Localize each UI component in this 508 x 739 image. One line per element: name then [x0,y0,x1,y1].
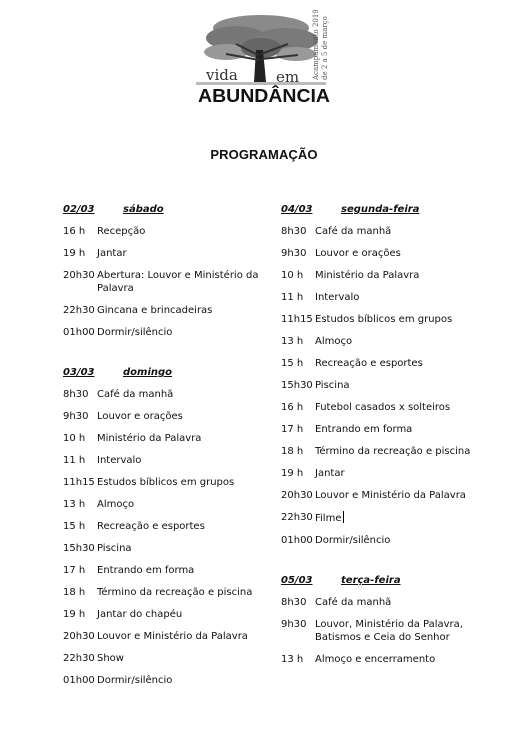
day-date: 02/03 [63,204,95,215]
schedule-item [63,498,278,511]
item-time: 13 h [281,336,304,347]
schedule-item [63,476,278,489]
item-activity: Almoço [315,336,353,347]
text-cursor [343,511,344,523]
item-time: 17 h [281,424,304,435]
day-date: 04/03 [281,204,313,215]
schedule-item [281,269,496,282]
schedule-item [63,326,278,339]
item-activity: Intervalo [97,455,142,466]
logo-word-em: em [276,68,300,86]
day-heading [63,203,278,216]
item-time: 11 h [281,292,304,303]
schedule-item [281,247,496,260]
item-activity: Dormir/silêncio [97,675,173,686]
schedule-item [281,511,496,525]
item-activity: Gincana e brincadeiras [97,305,213,316]
schedule-item [63,225,278,238]
item-activity: Jantar do chapéu [97,609,183,620]
item-activity: Intervalo [315,292,360,303]
item-activity: Café da manhã [97,389,174,400]
item-activity: Jantar [97,248,127,259]
schedule-item [63,630,278,643]
day-date: 03/03 [63,367,95,378]
tree-icon [196,10,336,105]
item-time: 19 h [281,468,304,479]
schedule-item [281,489,496,502]
item-activity: Entrando em forma [97,565,195,576]
item-activity: Futebol casados x solteiros [315,402,451,413]
schedule-item [63,674,278,687]
item-activity: Ministério da Palavra [97,433,202,444]
schedule-item [63,608,278,621]
item-time: 11h15 [63,477,95,488]
item-activity: Abertura: Louvor e Ministério da Palavra [97,270,259,294]
item-time: 20h30 [281,490,313,501]
item-time: 01h00 [63,327,95,338]
item-time: 16 h [281,402,304,413]
item-time: 19 h [63,248,86,259]
schedule-item [281,335,496,348]
item-activity: Louvor, Ministério da Palavra, Batismos e Ceia do Senhor [315,619,463,643]
item-activity: Louvor e Ministério da Palavra [315,490,466,501]
item-time: 11 h [63,455,86,466]
item-time: 20h30 [63,631,95,642]
day-date: 05/03 [281,575,313,586]
item-activity: Almoço e encerramento [315,654,436,665]
item-time: 15 h [63,521,86,532]
item-time: 8h30 [281,226,307,237]
item-time: 15h30 [63,543,95,554]
item-time: 9h30 [281,248,307,259]
day-weekday: terça-feira [341,575,401,586]
item-time: 8h30 [281,597,307,608]
schedule-item [63,432,278,445]
logo-word-abundancia: ABUNDÂNCIA [198,86,320,105]
schedule-item [281,596,496,609]
schedule-item [63,652,278,665]
item-activity: Término da recreação e piscina [315,446,471,457]
item-time: 15h30 [281,380,313,391]
schedule-item [281,423,496,436]
item-time: 9h30 [63,411,89,422]
day-weekday: domingo [123,367,173,378]
item-activity: Entrando em forma [315,424,413,435]
schedule-item [63,247,278,260]
item-activity: Jantar [315,468,345,479]
item-activity: Dormir/silêncio [97,327,173,338]
item-time: 19 h [63,609,86,620]
day-heading [281,203,496,216]
schedule-item [63,304,278,317]
item-time: 9h30 [281,619,307,630]
day-weekday: sábado [123,204,164,215]
schedule-item [281,445,496,458]
item-time: 22h30 [63,653,95,664]
item-activity: Filme [315,511,496,525]
page-title: PROGRAMAÇÃO [210,147,318,162]
schedule-item [63,564,278,577]
schedule-item [281,618,496,644]
item-activity: Recreação e esportes [97,521,205,532]
item-activity: Ministério da Palavra [315,270,420,281]
item-activity: Piscina [315,380,350,391]
logo-side-text-2: de 2 a 5 de março [321,16,329,80]
logo-word-vida: vida [206,66,238,84]
item-time: 20h30 [63,270,95,281]
schedule-item [63,520,278,533]
item-activity: Almoço [97,499,135,510]
schedule-left-column [63,203,278,696]
item-activity: Louvor e Ministério da Palavra [97,631,248,642]
day-heading [281,574,496,587]
item-activity: Término da recreação e piscina [97,587,253,598]
day-weekday: segunda-feira [341,204,420,215]
logo-side-text-1: Acampamento 2019 [312,10,320,80]
item-activity: Café da manhã [315,226,392,237]
item-time: 18 h [63,587,86,598]
item-activity: Estudos bíblicos em grupos [315,314,453,325]
schedule-right-column [281,203,496,675]
section-spacer [63,348,278,366]
item-activity: Dormir/silêncio [315,535,391,546]
item-time: 17 h [63,565,86,576]
item-activity: Louvor e orações [315,248,401,259]
section-spacer [281,556,496,574]
schedule-item [281,313,496,326]
item-time: 13 h [281,654,304,665]
schedule-item [281,357,496,370]
item-activity: Café da manhã [315,597,392,608]
item-activity: Estudos bíblicos em grupos [97,477,235,488]
item-time: 10 h [63,433,86,444]
item-activity: Piscina [97,543,132,554]
schedule-item [281,653,496,666]
schedule-item [281,401,496,414]
schedule-item [281,467,496,480]
schedule-item [63,410,278,423]
item-time: 22h30 [63,305,95,316]
schedule-item [281,379,496,392]
item-activity: Recreação e esportes [315,358,423,369]
schedule-item [63,388,278,401]
event-logo [196,10,336,105]
item-activity: Show [97,653,124,664]
schedule-item [281,534,496,547]
item-time: 11h15 [281,314,313,325]
day-heading [63,366,278,379]
schedule-item [281,291,496,304]
item-time: 18 h [281,446,304,457]
item-time: 10 h [281,270,304,281]
schedule-item [63,542,278,555]
schedule-item [63,454,278,467]
item-time: 01h00 [281,535,313,546]
item-activity: Louvor e orações [97,411,183,422]
item-time: 15 h [281,358,304,369]
schedule-item [63,269,278,295]
schedule-item [281,225,496,238]
schedule-item [63,586,278,599]
item-time: 16 h [63,226,86,237]
item-time: 8h30 [63,389,89,400]
item-time: 13 h [63,499,86,510]
item-time: 22h30 [281,512,313,523]
item-activity: Recepção [97,226,146,237]
item-time: 01h00 [63,675,95,686]
